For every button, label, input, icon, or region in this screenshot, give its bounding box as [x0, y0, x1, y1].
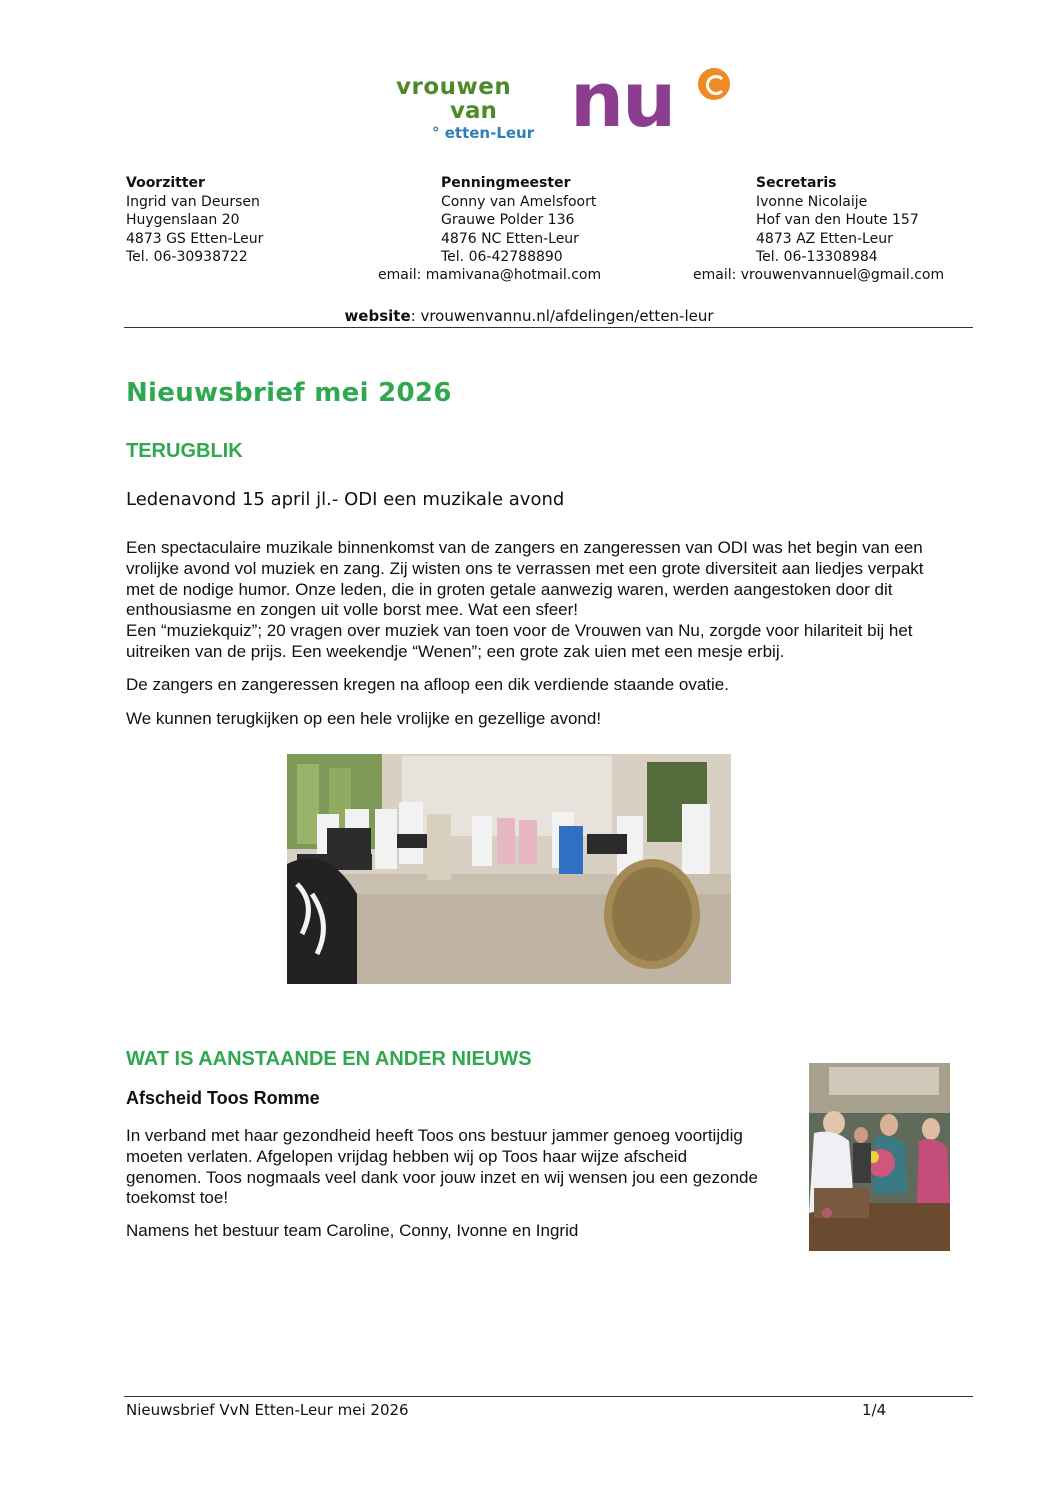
contact-address: Huygenslaan 20 [126, 212, 240, 229]
text-line: enthousiasme en zongen uit volle borst mee. Wat een sfeer! [126, 600, 579, 620]
contact-phone: Tel. 06-13308984 [756, 249, 878, 266]
website-label: website [344, 307, 411, 325]
logo-word-van: van [450, 98, 497, 124]
text-line: met de nodige humor. Onze leden, die in groten getale aanwezig waren, werden aangestoken door dit [126, 579, 893, 599]
footer-title: Nieuwsbrief VvN Etten-Leur mei 2026 [126, 1401, 409, 1419]
contact-role: Secretaris [756, 175, 837, 191]
contact-address: Hof van den Houte 157 [756, 212, 919, 229]
contact-voorzitter [126, 174, 263, 267]
text-line: In verband met haar gezondheid heeft Toos ons bestuur jammer genoeg voortijdig [126, 1126, 743, 1145]
newsletter-title: Nieuwsbrief mei 2026 [126, 378, 452, 408]
contact-penningmeester [441, 174, 596, 267]
contact-name: Conny van Amelsfoort [441, 193, 597, 210]
email-secretaris[interactable]: email: vrouwenvannuel@gmail.com [693, 267, 945, 283]
choir-photo [287, 754, 731, 984]
logo-place-text: etten-Leur [444, 124, 535, 142]
contact-city: 4873 GS Etten-Leur [126, 230, 264, 247]
farewell-photo [809, 1063, 950, 1251]
email-penningmeester[interactable]: email: mamivana@hotmail.com [378, 267, 602, 283]
contact-address: Grauwe Polder 136 [441, 212, 575, 229]
vrouwen-van-nu-logo [330, 55, 730, 166]
text-line: genomen. Toos nogmaals veel dank voor jouw inzet en wij wensen jou een gezonde [126, 1167, 758, 1187]
text-line: toekomst toe! [126, 1188, 229, 1208]
contact-phone: Tel. 06-30938722 [126, 249, 248, 266]
footer-divider [124, 1396, 973, 1397]
signature: Namens het bestuur team Caroline, Conny, Ivonne en Ingrid [126, 1221, 579, 1240]
contact-role: Penningmeester [441, 175, 571, 191]
event-title: Ledenavond 15 april jl.- ODI een muzikale avond [126, 489, 565, 510]
contact-phone: Tel. 06-42788890 [441, 249, 563, 266]
farewell-title: Afscheid Toos Romme [126, 1088, 320, 1108]
closing-paragraph: We kunnen terugkijken op een hele vrolijke en gezellige avond! [126, 709, 602, 728]
text-line: uitreiken van de prijs. Een weekendje “Wenen”; een grote zak uien met een mesje erbij. [126, 641, 785, 661]
ovation-paragraph: De zangers en zangeressen kregen na afloop een dik verdiende staande ovatie. [126, 675, 729, 694]
text-line: Een “muziekquiz”; 20 vragen over muziek van toen voor de Vrouwen van Nu, zorgde voor hilariteit bij het [126, 621, 913, 641]
contact-name: Ivonne Nicolaije [756, 193, 868, 210]
contact-city: 4876 NC Etten-Leur [441, 230, 579, 247]
website-line[interactable] [0, 307, 1058, 325]
contact-role: Voorzitter [126, 175, 205, 191]
logo-word-nu: nu [570, 55, 675, 144]
event-paragraph [126, 538, 924, 663]
contact-name: Ingrid van Deursen [126, 193, 260, 210]
logo-word-vrouwen: vrouwen [396, 74, 512, 100]
contact-secretaris [756, 174, 919, 267]
website-url[interactable]: : vrouwenvannu.nl/afdelingen/etten-leur [410, 307, 714, 325]
section-terugblik: TERUGBLIK [126, 440, 243, 462]
section-aanstaande: WAT IS AANSTAANDE EN ANDER NIEUWS [126, 1048, 532, 1070]
text-line: vrolijke avond vol muziek en zang. Zij wisten ons te verrassen met een grote diversiteit aan liedjes verpakt [126, 558, 924, 578]
text-line: moeten verlaten. Afgelopen vrijdag hebben wij op Toos haar wijze afscheid [126, 1146, 688, 1166]
logo-place: ° etten-Leur [432, 124, 535, 142]
page-number: 1/4 [862, 1401, 887, 1419]
text-line: Een spectaculaire muzikale binnenkomst van de zangers en zangeressen van ODI was het begin van een [126, 538, 923, 557]
contact-city: 4873 AZ Etten-Leur [756, 230, 893, 247]
header-divider [124, 327, 973, 328]
farewell-paragraph [126, 1126, 758, 1209]
logo-seal-icon [698, 68, 730, 100]
